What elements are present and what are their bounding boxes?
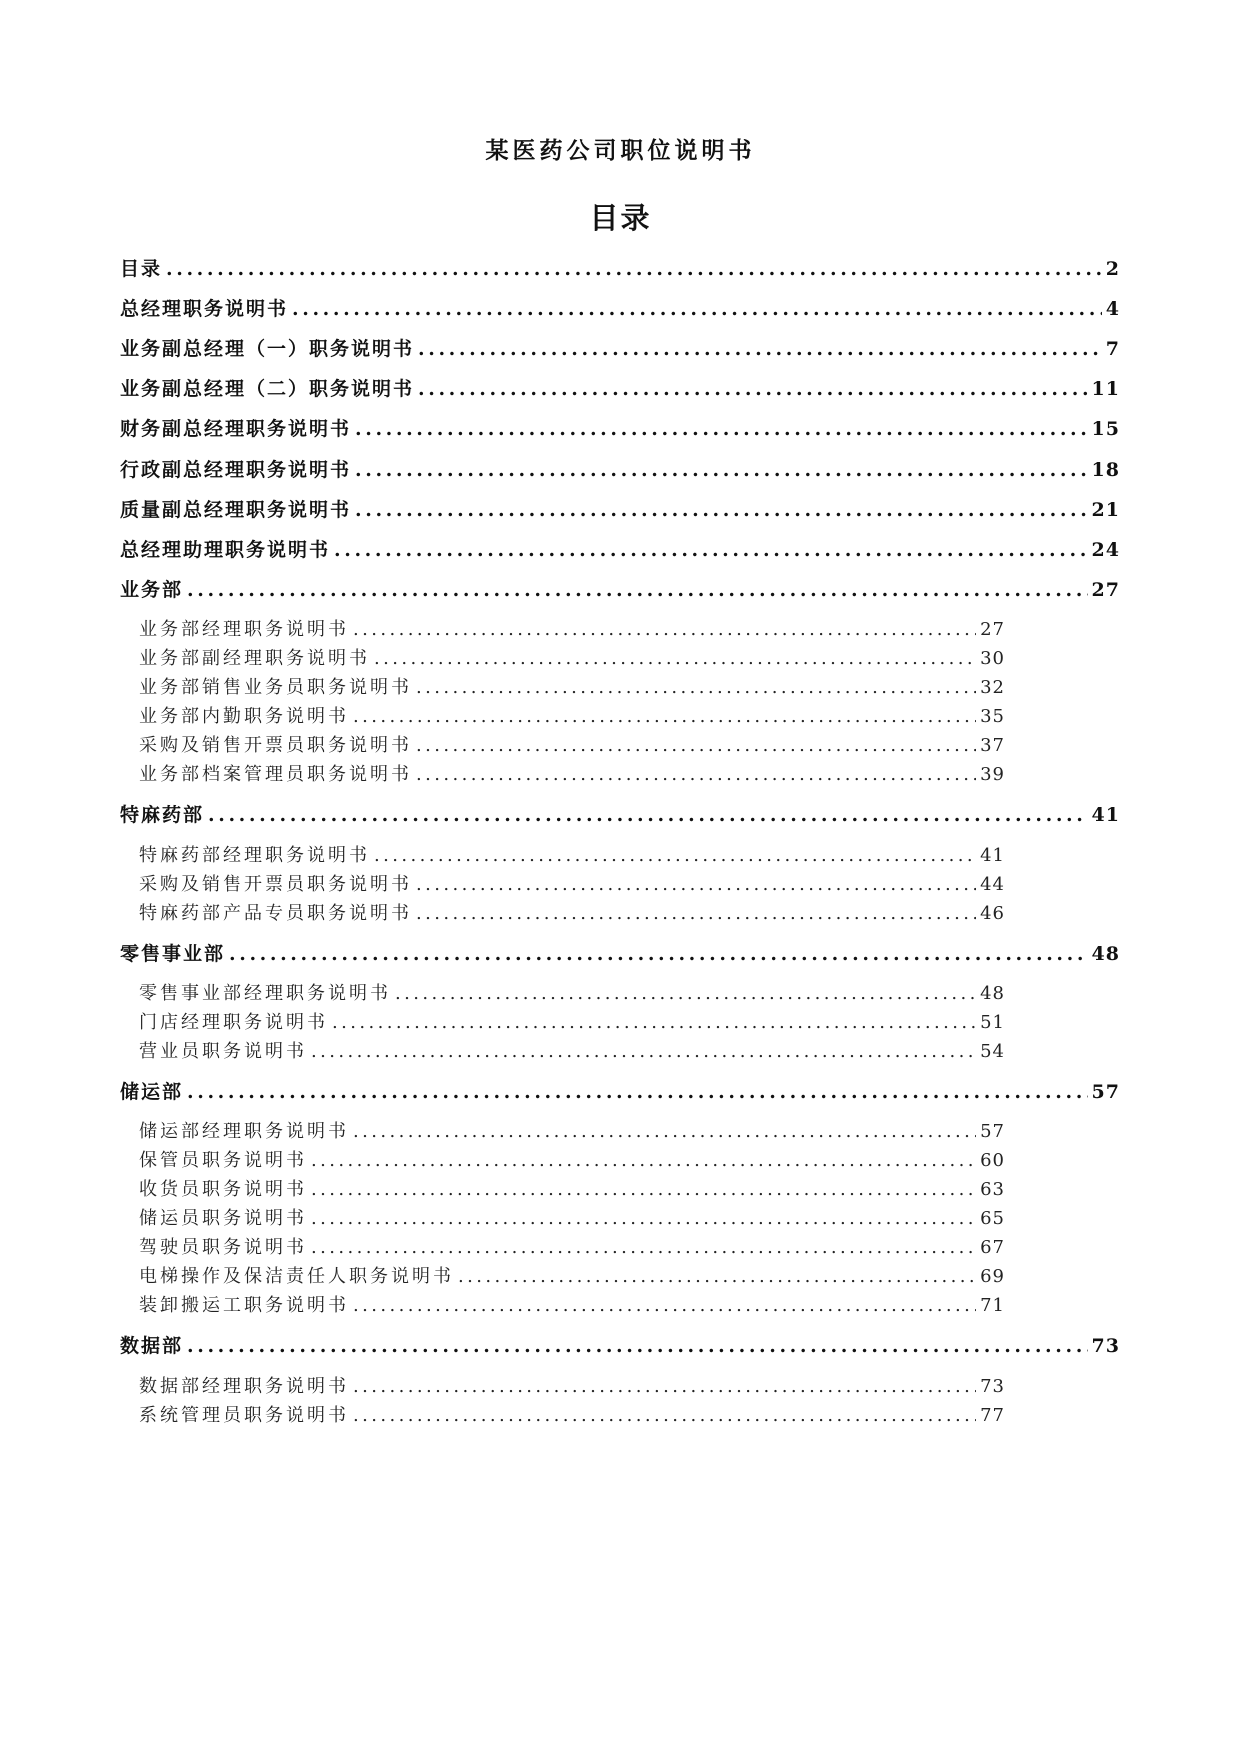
toc-dot-leader — [187, 579, 1088, 601]
toc-entry-label: 业务部副经理职务说明书 — [139, 648, 370, 669]
document-title: 某医药公司职位说明书 — [485, 137, 756, 164]
toc-subentry[interactable] — [139, 644, 1005, 670]
toc-entry[interactable] — [120, 254, 1120, 281]
toc-entry-label: 储运员职务说明书 — [139, 1208, 307, 1229]
toc-page-number: 57 — [1091, 1081, 1120, 1103]
toc-dot-leader — [418, 378, 1088, 400]
toc-dot-leader — [416, 677, 976, 698]
toc-dot-leader — [374, 845, 976, 866]
toc-page-number: 32 — [980, 677, 1005, 698]
toc-subentry[interactable] — [139, 673, 1005, 699]
toc-dot-leader — [416, 874, 976, 895]
toc-subentry[interactable] — [139, 870, 1005, 896]
toc-entry-label: 总经理职务说明书 — [120, 298, 289, 320]
toc-page-number: 41 — [1091, 804, 1120, 826]
toc-subentry[interactable] — [139, 702, 1005, 728]
toc-dot-leader — [355, 459, 1088, 481]
toc-page-number: 30 — [980, 648, 1005, 669]
toc-subentry[interactable] — [139, 1117, 1005, 1143]
toc-page-number: 39 — [980, 764, 1005, 785]
toc-page-number: 48 — [980, 983, 1005, 1004]
toc-page-number: 51 — [980, 1012, 1005, 1033]
toc-page-number: 73 — [1091, 1335, 1120, 1357]
toc-entry-label: 行政副总经理职务说明书 — [120, 459, 352, 481]
toc-page-number: 21 — [1091, 499, 1120, 521]
toc-entry-label: 特麻药部产品专员职务说明书 — [139, 903, 412, 924]
toc-subentry[interactable] — [139, 899, 1005, 925]
toc-subentry[interactable] — [139, 1291, 1005, 1317]
toc-subentry[interactable] — [139, 731, 1005, 757]
toc-page-number: 48 — [1091, 943, 1120, 965]
toc-page-number: 65 — [980, 1208, 1005, 1229]
toc-subentry[interactable] — [139, 1204, 1005, 1230]
toc-subentry[interactable] — [139, 760, 1005, 786]
toc-entry-label: 特麻药部 — [120, 804, 205, 826]
toc-dot-leader — [353, 1405, 976, 1426]
toc-page-number: 4 — [1105, 298, 1120, 320]
toc-page-number: 60 — [980, 1150, 1005, 1171]
toc-page-number: 37 — [980, 735, 1005, 756]
toc-dot-leader — [458, 1266, 976, 1287]
toc-page-number: 27 — [980, 619, 1005, 640]
toc-entry-label: 质量副总经理职务说明书 — [120, 499, 352, 521]
toc-dot-leader — [311, 1041, 976, 1062]
toc-entry-label: 总经理助理职务说明书 — [120, 539, 331, 561]
toc-dot-leader — [416, 764, 976, 785]
toc-entry-label: 目录 — [120, 258, 163, 280]
toc-subentry[interactable] — [139, 1008, 1005, 1034]
toc-dot-leader — [311, 1208, 976, 1229]
toc-dot-leader — [311, 1150, 976, 1171]
toc-entry[interactable] — [120, 575, 1120, 602]
toc-dot-leader — [311, 1237, 976, 1258]
toc-entry[interactable] — [120, 414, 1120, 441]
toc-entry-label: 驾驶员职务说明书 — [139, 1237, 307, 1258]
toc-dot-leader — [416, 903, 976, 924]
toc-dot-leader — [355, 499, 1088, 521]
toc-dot-leader — [292, 298, 1102, 320]
toc-page-number: 73 — [980, 1376, 1005, 1397]
toc-page-number: 15 — [1091, 418, 1120, 440]
toc-dot-leader — [311, 1179, 976, 1200]
toc-subentry[interactable] — [139, 1372, 1005, 1398]
toc-entry[interactable] — [120, 495, 1120, 522]
toc-page-number: 27 — [1091, 579, 1120, 601]
toc-page-number: 44 — [980, 874, 1005, 895]
toc-page-number: 54 — [980, 1041, 1005, 1062]
toc-dot-leader — [229, 943, 1088, 965]
toc-heading: 目录 — [589, 201, 652, 235]
toc-entry[interactable] — [120, 374, 1120, 401]
toc-entry[interactable] — [120, 1077, 1120, 1104]
toc-page-number: 69 — [980, 1266, 1005, 1287]
toc-entry-label: 保管员职务说明书 — [139, 1150, 307, 1171]
toc-entry-label: 数据部经理职务说明书 — [139, 1376, 349, 1397]
toc-entry[interactable] — [120, 294, 1120, 321]
toc-entry-label: 采购及销售开票员职务说明书 — [139, 874, 412, 895]
toc-entry[interactable] — [120, 800, 1120, 827]
toc-entry[interactable] — [120, 939, 1120, 966]
toc-page-number: 57 — [980, 1121, 1005, 1142]
toc-entry-label: 电梯操作及保洁责任人职务说明书 — [139, 1266, 454, 1287]
toc-dot-leader — [353, 1121, 976, 1142]
toc-subentry[interactable] — [139, 1233, 1005, 1259]
toc-dot-leader — [416, 735, 976, 756]
toc-page-number: 46 — [980, 903, 1005, 924]
toc-subentry[interactable] — [139, 1175, 1005, 1201]
toc-dot-leader — [187, 1081, 1088, 1103]
toc-subentry[interactable] — [139, 979, 1005, 1005]
toc-dot-leader — [187, 1335, 1088, 1357]
toc-entry[interactable] — [120, 535, 1120, 562]
toc-dot-leader — [353, 1376, 976, 1397]
toc-entry-label: 收货员职务说明书 — [139, 1179, 307, 1200]
toc-subentry[interactable] — [139, 1401, 1005, 1427]
toc-entry-label: 业务副总经理（二）职务说明书 — [120, 378, 415, 400]
toc-dot-leader — [418, 338, 1102, 360]
toc-page-number: 11 — [1091, 378, 1120, 400]
toc-entry-label: 系统管理员职务说明书 — [139, 1405, 349, 1426]
toc-entry-label: 门店经理职务说明书 — [139, 1012, 328, 1033]
toc-subentry[interactable] — [139, 841, 1005, 867]
toc-entry-label: 业务部 — [120, 579, 184, 601]
toc-entry[interactable] — [120, 334, 1120, 361]
toc-entry-label: 业务副总经理（一）职务说明书 — [120, 338, 415, 360]
toc-entry-label: 业务部经理职务说明书 — [139, 619, 349, 640]
toc-page-number: 77 — [980, 1405, 1005, 1426]
toc-page-number: 18 — [1091, 459, 1120, 481]
toc-dot-leader — [208, 804, 1088, 826]
toc-page-number: 24 — [1091, 539, 1120, 561]
toc-dot-leader — [355, 418, 1088, 440]
toc-page-number: 63 — [980, 1179, 1005, 1200]
toc-page-number: 35 — [980, 706, 1005, 727]
toc-page-number: 67 — [980, 1237, 1005, 1258]
toc-dot-leader — [334, 539, 1088, 561]
toc-entry[interactable] — [120, 1331, 1120, 1358]
toc-entry-label: 业务部档案管理员职务说明书 — [139, 764, 412, 785]
toc-dot-leader — [166, 258, 1102, 280]
toc-entry-label: 数据部 — [120, 1335, 184, 1357]
toc-entry[interactable] — [120, 455, 1120, 482]
toc-dot-leader — [374, 648, 976, 669]
toc-dot-leader — [353, 706, 976, 727]
toc-entry-label: 装卸搬运工职务说明书 — [139, 1295, 349, 1316]
toc-entry-label: 特麻药部经理职务说明书 — [139, 845, 370, 866]
toc-dot-leader — [332, 1012, 976, 1033]
toc-entry-label: 采购及销售开票员职务说明书 — [139, 735, 412, 756]
toc-page-number: 71 — [980, 1295, 1005, 1316]
toc-entry-label: 零售事业部 — [120, 943, 226, 965]
toc-subentry[interactable] — [139, 1146, 1005, 1172]
toc-page-number: 41 — [980, 845, 1005, 866]
toc-page-number: 2 — [1105, 258, 1120, 280]
toc-entry-label: 营业员职务说明书 — [139, 1041, 307, 1062]
toc-dot-leader — [353, 1295, 976, 1316]
toc-dot-leader — [353, 619, 976, 640]
toc-entry-label: 业务部内勤职务说明书 — [139, 706, 349, 727]
toc-subentry[interactable] — [139, 1262, 1005, 1288]
toc-entry-label: 储运部经理职务说明书 — [139, 1121, 349, 1142]
toc-entry-label: 零售事业部经理职务说明书 — [139, 983, 391, 1004]
toc-page-number: 7 — [1105, 338, 1120, 360]
toc-subentry[interactable] — [139, 615, 1005, 641]
toc-entry-label: 业务部销售业务员职务说明书 — [139, 677, 412, 698]
toc-dot-leader — [395, 983, 976, 1004]
toc-entry-label: 财务副总经理职务说明书 — [120, 418, 352, 440]
toc-entry-label: 储运部 — [120, 1081, 184, 1103]
toc-subentry[interactable] — [139, 1037, 1005, 1063]
